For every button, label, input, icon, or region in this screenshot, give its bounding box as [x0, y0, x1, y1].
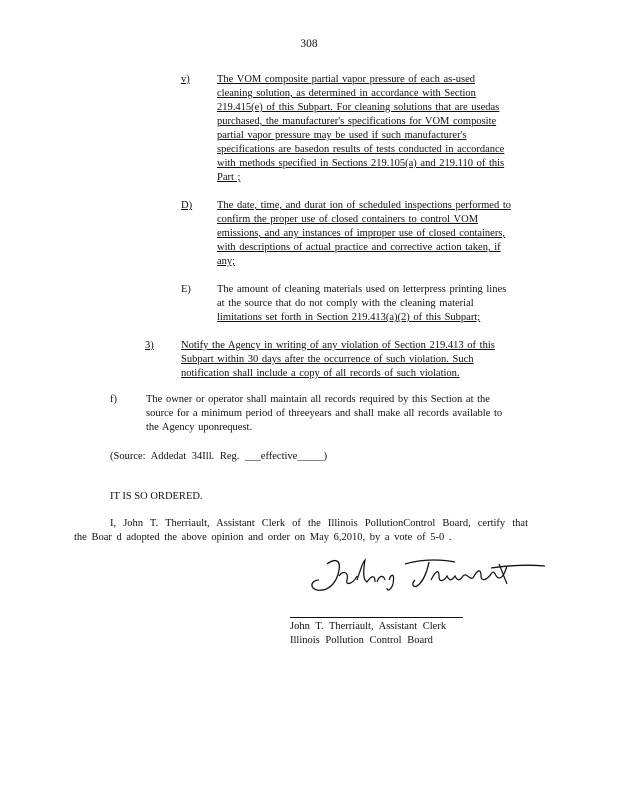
- item-3-label: 3): [145, 340, 154, 351]
- item-e-label: E): [181, 284, 191, 295]
- item-e-line: The amount of cleaning materials used on letterpress printing lines: [217, 284, 507, 295]
- item-v-line: with methods specified in Sections 219.105(a) and 219.110 of this: [217, 158, 505, 169]
- item-e-text: [217, 283, 535, 325]
- item-d-label: D): [181, 200, 193, 211]
- item-3-line: notification shall include a copy of all records of such violation.: [181, 368, 460, 379]
- item-e-line: at the source that do not comply with the cleaning material: [217, 298, 474, 309]
- item-v-line: Part ;: [217, 172, 241, 183]
- handwritten-signature: [305, 550, 555, 600]
- signature-line: [290, 617, 463, 618]
- item-d-line: confirm the proper use of closed containers to control VOM: [217, 214, 479, 225]
- item-d-text: [217, 199, 540, 269]
- item-f-line: source for a minimum period of threeyears and shall make all records available to: [146, 408, 503, 419]
- signatory-organization: Illinois Pollution Control Board: [290, 635, 433, 646]
- item-f-text: [146, 393, 538, 435]
- so-ordered: IT IS SO ORDERED.: [110, 491, 203, 502]
- item-3-line: Subpart within 30 days after the occurrence of such violation. Such: [181, 354, 474, 365]
- item-v-line: The VOM composite partial vapor pressure of each as-used: [217, 74, 475, 85]
- item-v-line: specifications are basedon results of tests conducted in accordance: [217, 144, 505, 155]
- item-v-line: 219.415(e) of this Subpart. For cleaning solutions that are usedas: [217, 102, 500, 113]
- item-3-line: Notify the Agency in writing of any violation of Section 219.413 of this: [181, 340, 495, 351]
- item-d-line: emissions, and any instances of improper use of closed containers,: [217, 228, 506, 239]
- signatory-name-title: John T. Therriault, Assistant Clerk: [290, 621, 447, 632]
- item-d-line: with descriptions of actual practice and corrective action taken, if: [217, 242, 501, 253]
- page-number: 308: [300, 38, 318, 50]
- source-note: (Source: Addedat 34Ill. Reg. ___effective_____): [110, 451, 328, 462]
- certification-line-2: the Boar d adopted the above opinion and order on May 6,2010, by a vote of 5-0 .: [74, 532, 452, 543]
- item-3-text: [181, 339, 531, 381]
- item-v-text: [217, 73, 535, 185]
- item-f-label: f): [110, 394, 117, 405]
- item-e-line: limitations set forth in Section 219.413(a)(2) of this Subpart;: [217, 312, 481, 323]
- item-v-label: v): [181, 74, 190, 85]
- item-d-line: The date, time, and durat ion of scheduled inspections performed to: [217, 200, 511, 211]
- item-v-line: cleaning solution, as determined in accordance with Section: [217, 88, 476, 99]
- item-d-line: any;: [217, 256, 236, 267]
- certification-line-1: I, John T. Therriault, Assistant Clerk of the Illinois PollutionControl Board, certify that: [110, 518, 528, 529]
- item-f-line: the Agency uponrequest.: [146, 422, 253, 433]
- item-f-line: The owner or operator shall maintain all records required by this Section at the: [146, 394, 490, 405]
- item-v-line: partial vapor pressure may be used if such manufacturer's: [217, 130, 467, 141]
- item-v-line: purchased, the manufacturer's specifications for VOM composite: [217, 116, 497, 127]
